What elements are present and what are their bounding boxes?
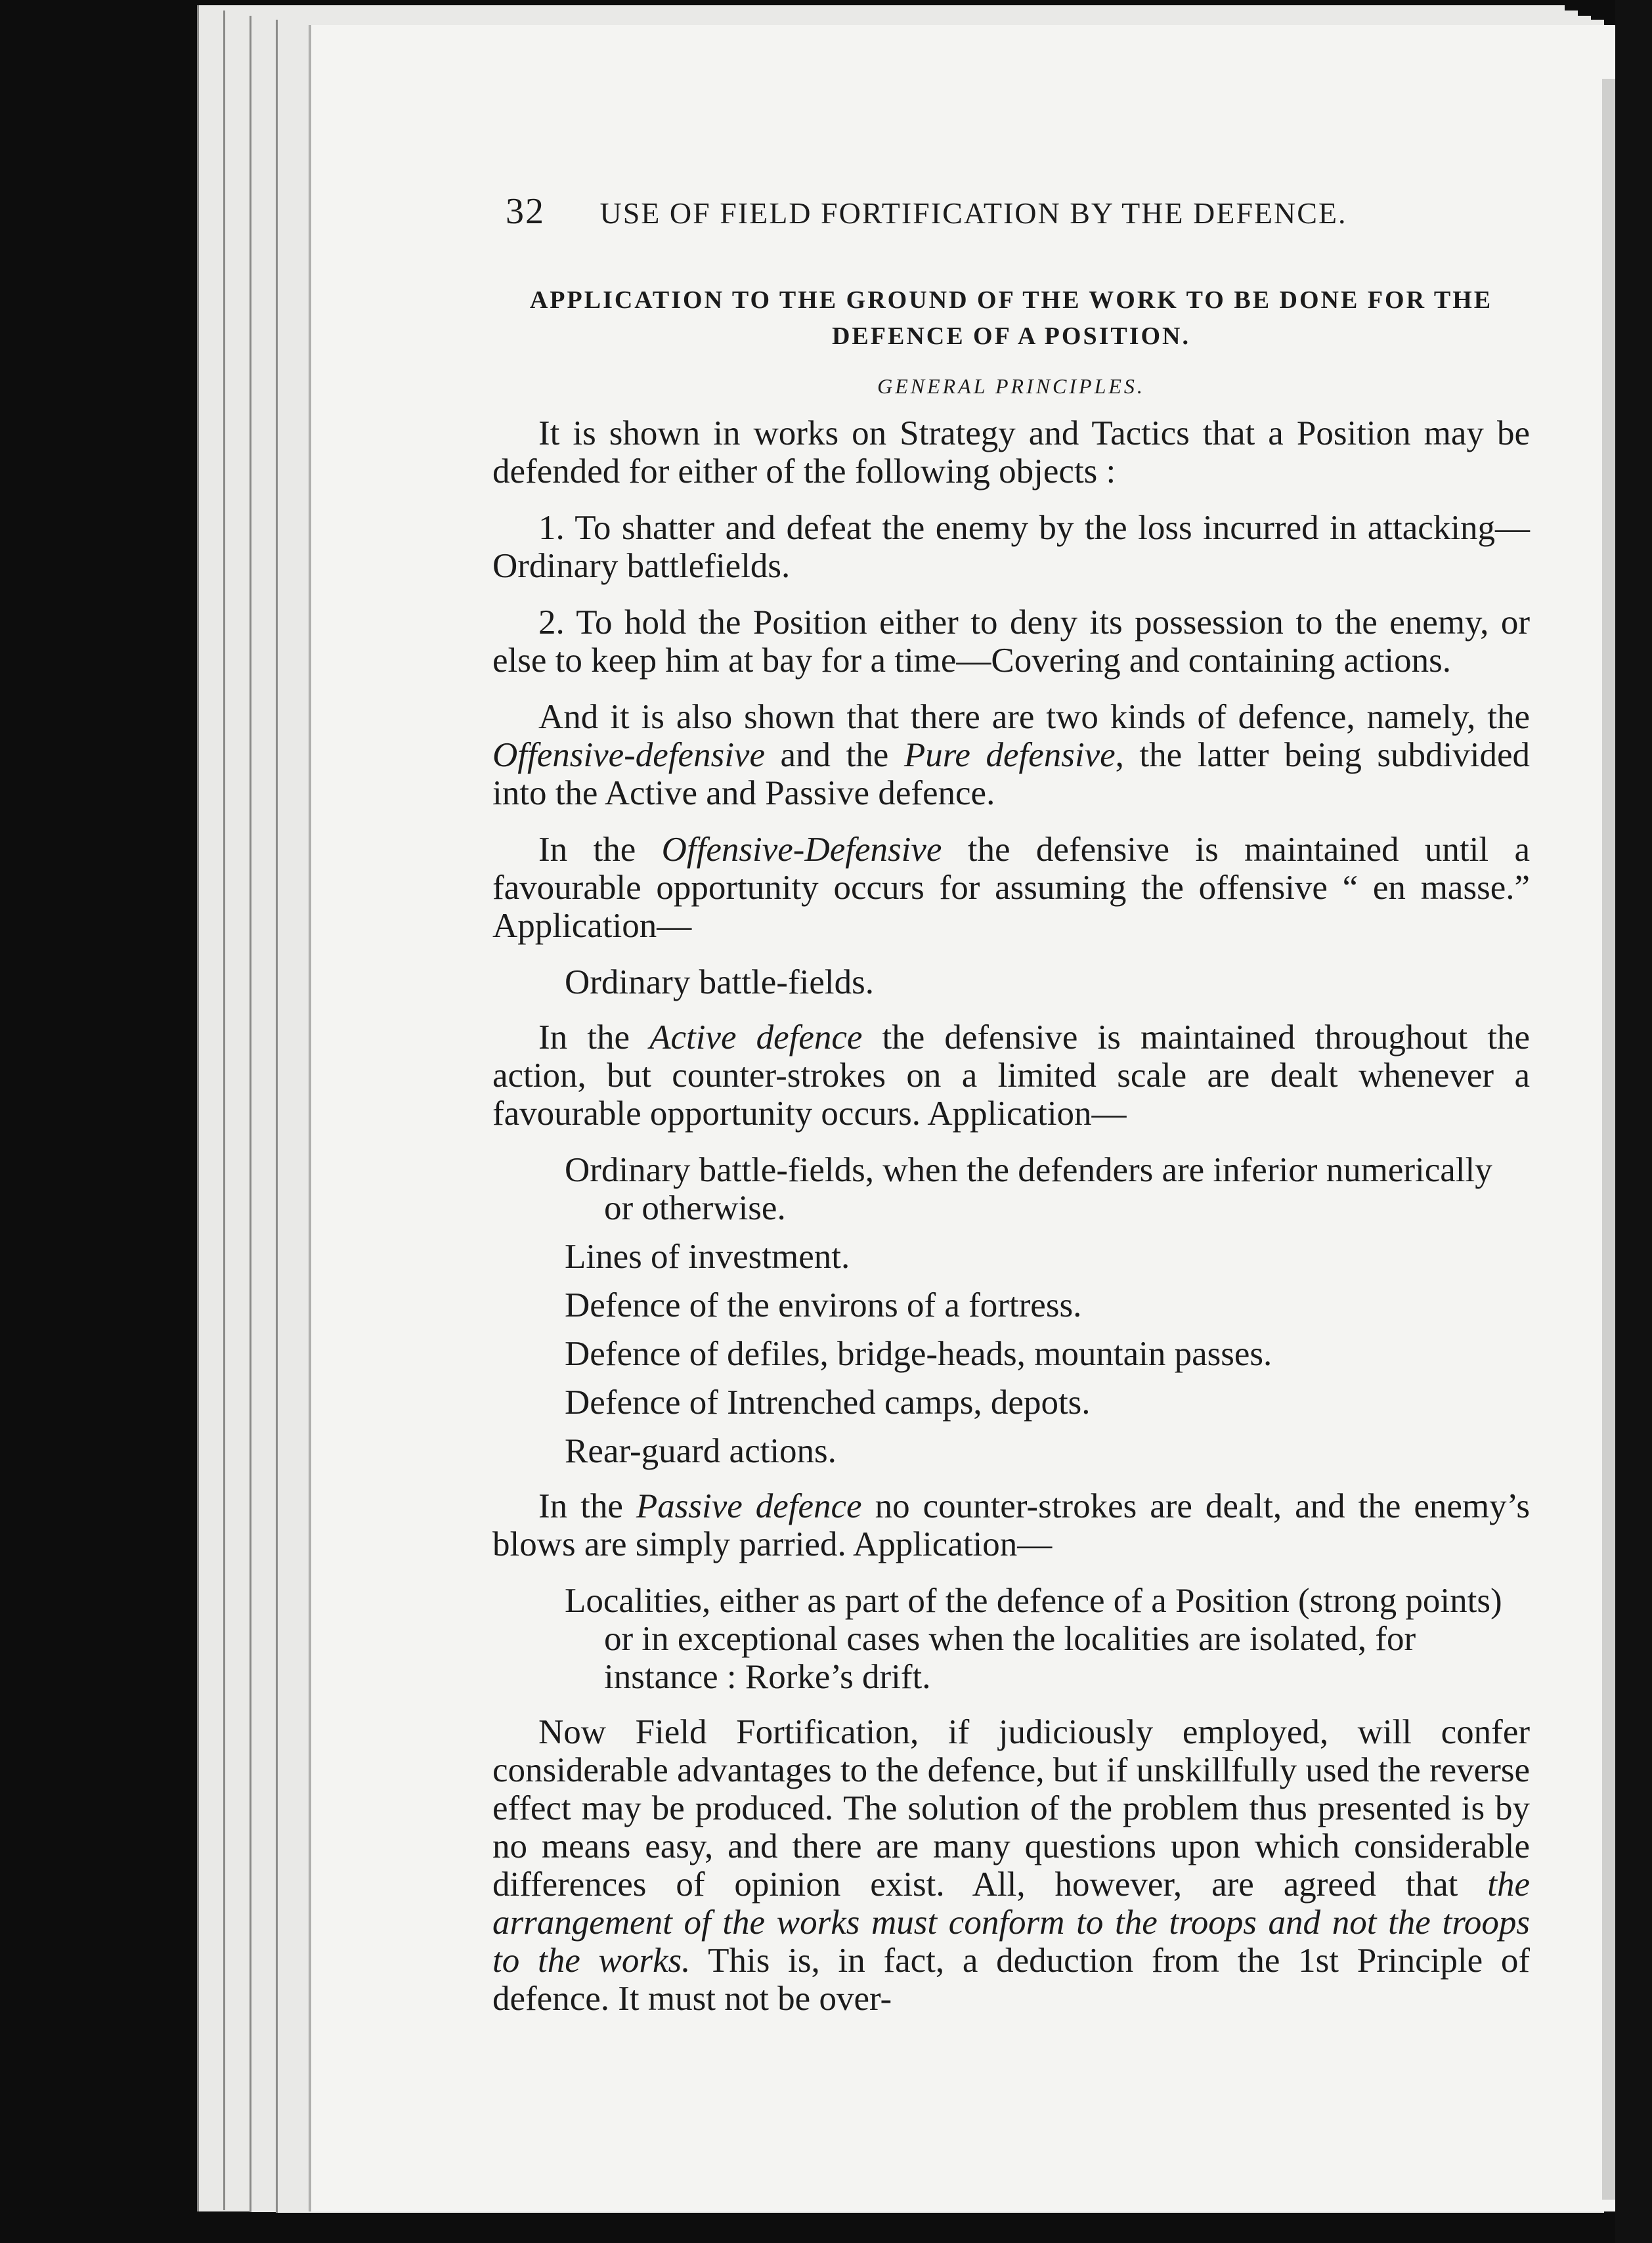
p6-text-a: In the [538, 1018, 650, 1057]
list-item: Lines of investment. [565, 1238, 850, 1276]
application-list-3 [492, 1582, 1530, 1696]
page-content [492, 282, 1530, 2036]
p8-italic-principle: the arrangement of the works must conform to the troops and not the troops to the works. [492, 1865, 1530, 1980]
p5-italic-offensive-defensive: Offensive-Defensive [661, 831, 942, 869]
list-item: Rear-guard actions. [565, 1432, 837, 1471]
running-header [506, 190, 1425, 232]
paragraph-8 [492, 1713, 1530, 2018]
p7-text-c: no counter-strokes are dealt, and the enemy’s blows are simply parried. Application— [492, 1487, 1530, 1564]
list-item: Defence of defiles, bridge-heads, mountain passes. [565, 1335, 1272, 1374]
list-item: Localities, either as part of the defence of a Position (strong points) or in exceptional cases when the localities are isolated, for instance : Rorke’s drift. [565, 1582, 1502, 1697]
p4-text-a: And it is also shown that there are two kinds of defence, namely, the [538, 698, 1530, 737]
p7-text-a: In the [538, 1487, 636, 1526]
p6-text-c: the defensive is maintained throughout the action, but counter-strokes on a limited scale are dealt whenever a favourable opportunity occurs. Application— [492, 1018, 1530, 1133]
application-list-1 [492, 963, 1530, 1001]
p8-text-c: This is, in fact, a deduction from the 1st Principle of defence. It must not be over- [492, 1942, 1530, 2018]
p4-italic-pure-defensive: Pure defensive [903, 736, 1116, 775]
paragraph-3: 2. To hold the Position either to deny its possession to the enemy, or else to keep him at bay for a time—Covering and containing actions. [492, 603, 1530, 680]
section-subheading: GENERAL PRINCIPLES. [877, 374, 1145, 399]
list-item: Defence of the environs of a fortress. [565, 1286, 1082, 1325]
paragraph-7 [492, 1487, 1530, 1563]
p7-italic-passive-defence: Passive defence [636, 1487, 862, 1526]
p6-italic-active-defence: Active defence [649, 1018, 863, 1057]
p4-italic-offensive-defensive: Offensive-defensive [492, 736, 765, 775]
paragraph-2: 1. To shatter and defeat the enemy by the loss incurred in attacking—Ordinary battlefields. [492, 509, 1530, 586]
p8-text-a: Now Field Fortification, if judiciously employed, will confer considerable advantages to the defence, but if unskillfully used the reverse effect may be produced. The solution of the problem thus presented is by no means easy, and there are many questions upon which considerable differences of opinion exist. All, however, are agreed that [492, 1713, 1530, 1904]
section-heading: APPLICATION TO THE GROUND OF THE WORK TO BE DONE FOR THE DEFENCE OF A POSITION. [529, 286, 1493, 351]
paragraph-6 [492, 1018, 1530, 1133]
p5-text-c: the defensive is maintained until a favourable opportunity occurs for assuming the offensive “ en masse.” Application— [492, 831, 1530, 946]
book-spine [1615, 0, 1652, 2243]
list-item: Ordinary battle-fields, when the defenders are inferior numerically or otherwise. [565, 1151, 1492, 1228]
page-right-edge [1602, 79, 1615, 2200]
p5-text-a: In the [538, 831, 662, 869]
list-item: Defence of Intrenched camps, depots. [565, 1383, 1091, 1422]
page-number: 32 [506, 191, 545, 232]
application-list-2 [492, 1151, 1530, 1470]
p4-text-e: , the latter being subdivided into the Active and Passive defence. [492, 736, 1530, 813]
running-title: USE OF FIELD FORTIFICATION BY THE DEFENCE. [599, 196, 1347, 230]
list-item: Ordinary battle-fields. [565, 963, 874, 1002]
paragraph-1: It is shown in works on Strategy and Tactics that a Position may be defended for either of the following objects : [492, 414, 1530, 491]
p4-text-c: and the [764, 736, 904, 775]
paragraph-5 [492, 831, 1530, 945]
paragraph-4 [492, 698, 1530, 812]
